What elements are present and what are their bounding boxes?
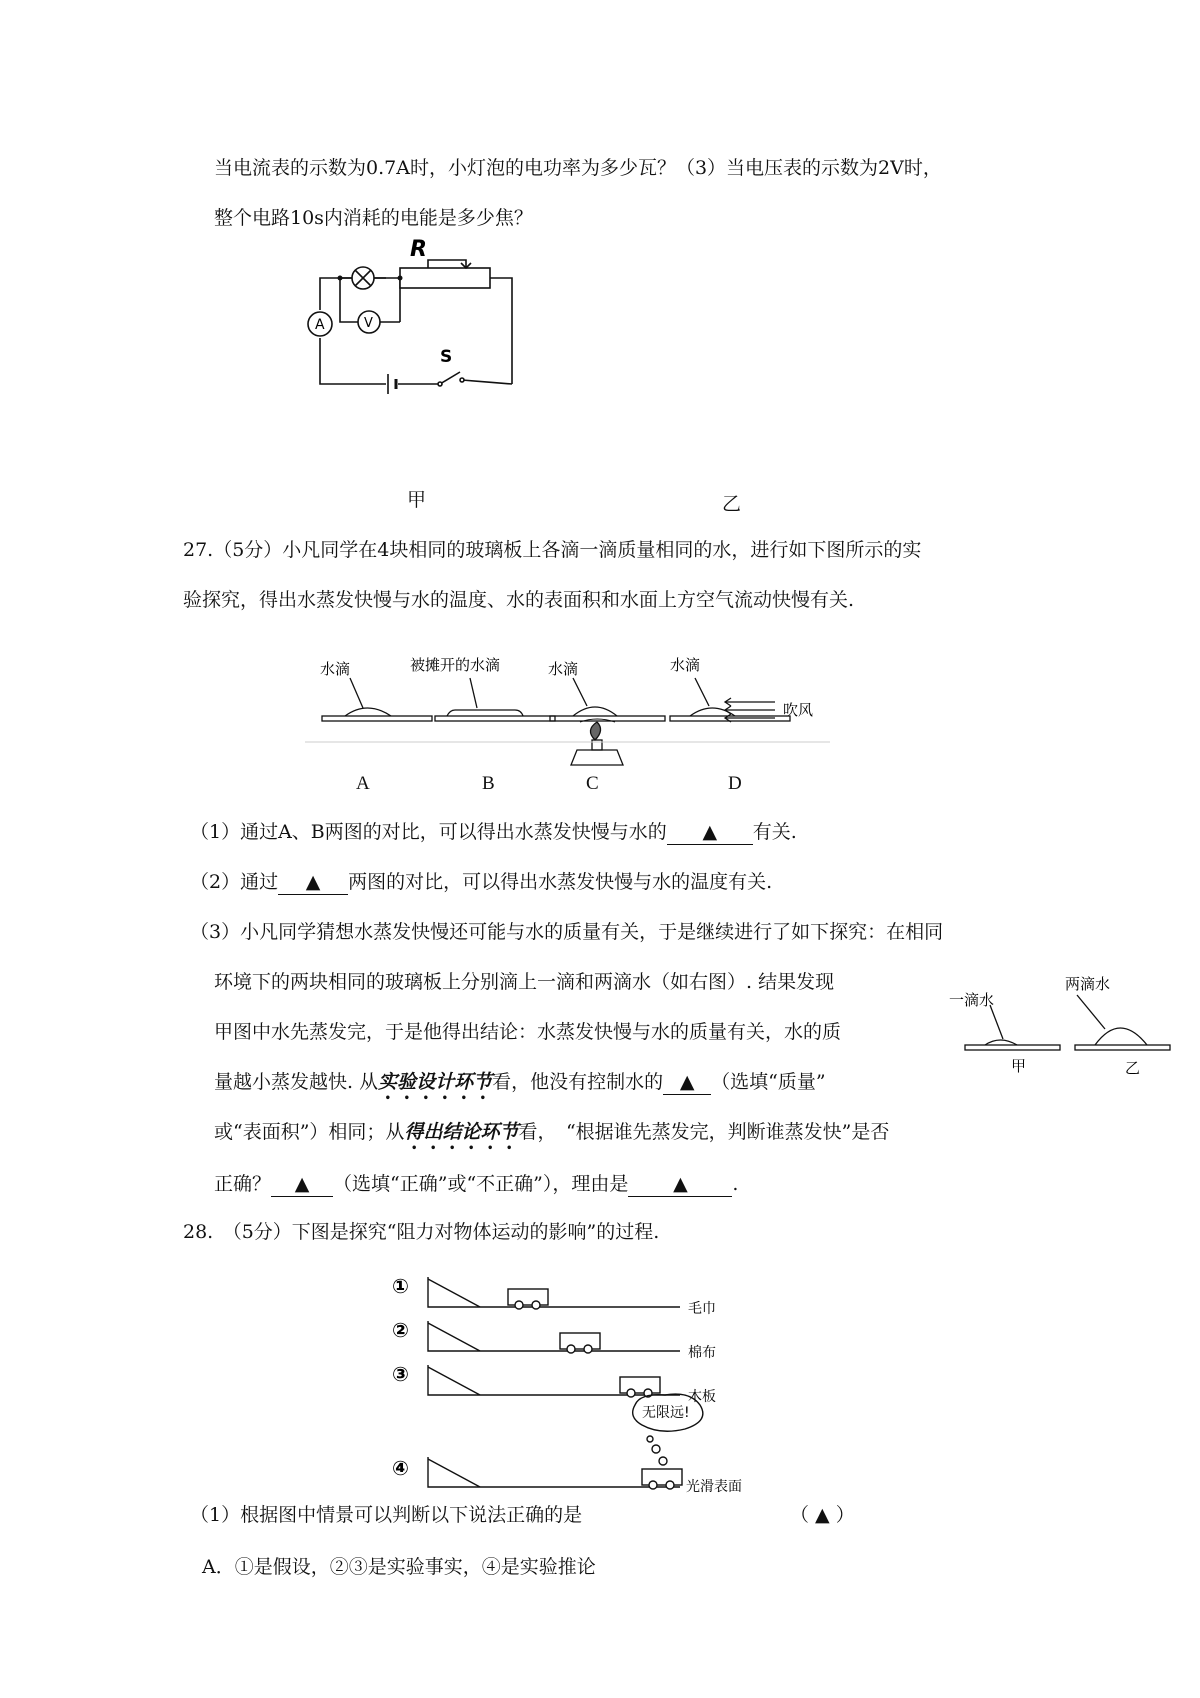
q27-part3-line4-b: 看，他没有控制水的 <box>492 1071 664 1093</box>
circuit-diagram <box>290 237 530 408</box>
panel-letter-d: D <box>728 773 742 794</box>
q28-option-a: A．①是假设，②③是实验事实，④是实验推论 <box>202 1556 596 1578</box>
fig-label-wind: 吹风 <box>783 701 814 719</box>
q27-part1 <box>190 820 797 845</box>
emphasis-conclusion: 得出结论环节 <box>404 1121 519 1143</box>
triangle-marker: ▲ <box>294 1173 310 1195</box>
circuit-ammeter-label: A <box>315 317 325 333</box>
fig-label-b-drop: 被摊开的水滴 <box>410 656 501 674</box>
q27-part3-line6-a: 正确？ <box>214 1173 272 1195</box>
q28-part1: （1）根据图中情景可以判断以下说法正确的是 <box>190 1504 583 1526</box>
q27-stem-line1: 27.（5分）小凡同学在4块相同的玻璃板上各滴一滴质量相同的水，进行如下图所示的实 <box>183 539 922 561</box>
q28-part1-choice[interactable]: （ ▲ ） <box>790 1504 855 1526</box>
row-number-1: ① <box>392 1274 409 1298</box>
q27-part3-line5-a: 或“表面积”）相同；从 <box>214 1121 405 1143</box>
panel-letter-c: C <box>586 773 599 794</box>
answer-blank-2[interactable] <box>278 870 348 895</box>
q27-part3-line4-c: （选填“质量” <box>711 1071 826 1093</box>
q26-line2: 整个电路10s内消耗的电能是多少焦？ <box>214 207 533 229</box>
drops-comparison-figure <box>949 975 1175 1085</box>
triangle-marker: ▲ <box>305 871 321 893</box>
q27-part3-line5-b: 看， “根据谁先蒸发完，判断谁蒸发快”是否 <box>518 1121 890 1143</box>
q27-part2-post: 两图的对比，可以得出水蒸发快慢与水的温度有关. <box>348 871 773 893</box>
q27-part3-line4-a: 量越小蒸发越快. 从 <box>214 1071 379 1093</box>
one-drop-label: 一滴水 <box>949 991 995 1009</box>
triangle-marker: ▲ <box>673 1173 688 1195</box>
fig-label-jia: 甲 <box>407 489 427 511</box>
row-number-3: ③ <box>392 1362 409 1386</box>
q27-part3-line6 <box>214 1172 738 1197</box>
q27-part3-line6-b: （选填“正确”或“不正确”），理由是 <box>333 1173 629 1195</box>
fig-label-d-drop: 水滴 <box>670 656 701 674</box>
q27-part3-line4 <box>214 1070 826 1104</box>
answer-blank-1[interactable] <box>667 820 753 845</box>
q27-part3-line6-c: . <box>732 1173 739 1195</box>
panel-letter-a: A <box>356 773 370 794</box>
q27-part3-line1: （3）小凡同学猜想水蒸发快慢还可能与水的质量有关，于是继续进行了如下探究：在相同 <box>190 921 944 943</box>
q27-part3-line3: 甲图中水先蒸发完，于是他得出结论：水蒸发快慢与水的质量有关，水的质 <box>214 1021 842 1043</box>
triangle-marker: ▲ <box>679 1071 695 1093</box>
fig-label-yi: 乙 <box>722 493 742 515</box>
q27-part3-line2: 环境下的两块相同的玻璃板上分别滴上一滴和两滴水（如右图）. 结果发现 <box>214 971 835 993</box>
surface-label-wood: 木板 <box>688 1389 716 1405</box>
row-number-2: ② <box>392 1318 409 1342</box>
surface-label-smooth: 光滑表面 <box>686 1479 742 1495</box>
emphasis-experiment-design: 实验设计环节 <box>378 1071 493 1093</box>
q27-part3-line5 <box>214 1120 889 1154</box>
circuit-r-label: R <box>410 237 427 262</box>
bubble-text: 无限远! <box>642 1405 690 1421</box>
jia-label: 甲 <box>1011 1057 1027 1075</box>
surface-label-cotton: 棉布 <box>688 1345 716 1361</box>
circuit-s-label: S <box>440 347 453 367</box>
row-number-4: ④ <box>392 1456 409 1480</box>
two-drops-label: 两滴水 <box>1065 975 1111 993</box>
surface-label-towel: 毛巾 <box>688 1301 716 1317</box>
fig-label-c-drop: 水滴 <box>548 660 579 678</box>
circuit-voltmeter-label: V <box>364 316 373 331</box>
q28-stem: 28. （5分）下图是探究“阻力对物体运动的影响”的过程. <box>183 1221 660 1243</box>
panel-letter-b: B <box>482 773 495 794</box>
triangle-marker: ▲ <box>702 821 718 843</box>
q27-part1-pre: （1）通过A、B两图的对比，可以得出水蒸发快慢与水的 <box>190 821 667 843</box>
answer-blank-3[interactable] <box>663 1070 711 1095</box>
q27-part2 <box>190 870 772 895</box>
q27-part1-post: 有关. <box>752 821 797 843</box>
answer-blank-5[interactable] <box>628 1172 732 1197</box>
q27-part2-pre: （2）通过 <box>190 871 279 893</box>
yi-label: 乙 <box>1125 1059 1141 1077</box>
ramp-experiment-figure <box>380 1265 800 1495</box>
answer-blank-4[interactable] <box>271 1172 333 1197</box>
q27-stem-line2: 验探究，得出水蒸发快慢与水的温度、水的表面积和水面上方空气流动快慢有关. <box>183 589 855 611</box>
q26-line1: 当电流表的示数为0.7A时，小灯泡的电功率为多少瓦？（3）当电压表的示数为2V时， <box>214 157 942 179</box>
fig-label-a-drop: 水滴 <box>320 660 351 678</box>
evaporation-figure <box>305 640 835 760</box>
